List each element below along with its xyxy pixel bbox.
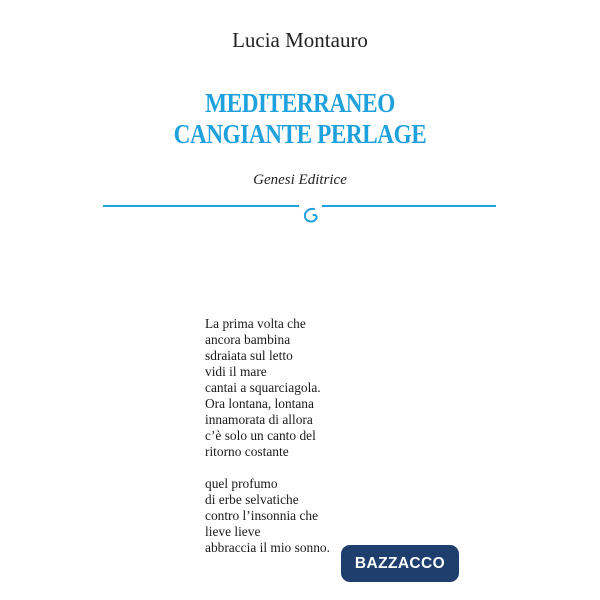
poem-line: sdraiata sul letto [205,348,293,363]
author-name: Lucia Montauro [232,28,368,52]
bazzacco-badge: BAZZACCO [341,545,459,582]
poem-line: innamorata di allora [205,412,313,427]
divider-left [103,205,299,207]
poem-stanza-1 [205,316,330,460]
swirl-icon [299,203,323,227]
stanza-gap [205,460,330,476]
publisher-name: Genesi Editrice [253,172,347,188]
divider-right [322,205,496,207]
poem-line: Ora lontana, lontana [205,396,314,411]
poem-stanza-2 [205,476,330,556]
poem-line: cantai a squarciagola. [205,380,321,395]
title-line-1: MEDITERRANEO [205,88,395,118]
poem-line: abbraccia il mio sonno. [205,540,330,555]
poem-line: ritorno costante [205,444,289,459]
book-title [42,88,558,150]
poem-line: quel profumo [205,476,278,491]
poem-line: c’è solo un canto del [205,428,316,443]
poem-line: ancora bambina [205,332,291,347]
poem-excerpt [205,316,330,556]
poem-line: La prima volta che [205,316,306,331]
title-line-2: CANGIANTE PERLAGE [173,119,427,149]
poem-line: di erbe selvatiche [205,492,299,507]
poem-line: contro l’insonnia che [205,508,319,523]
poem-line: lieve lieve [205,524,261,539]
poem-line: vidi il mare [205,364,267,379]
